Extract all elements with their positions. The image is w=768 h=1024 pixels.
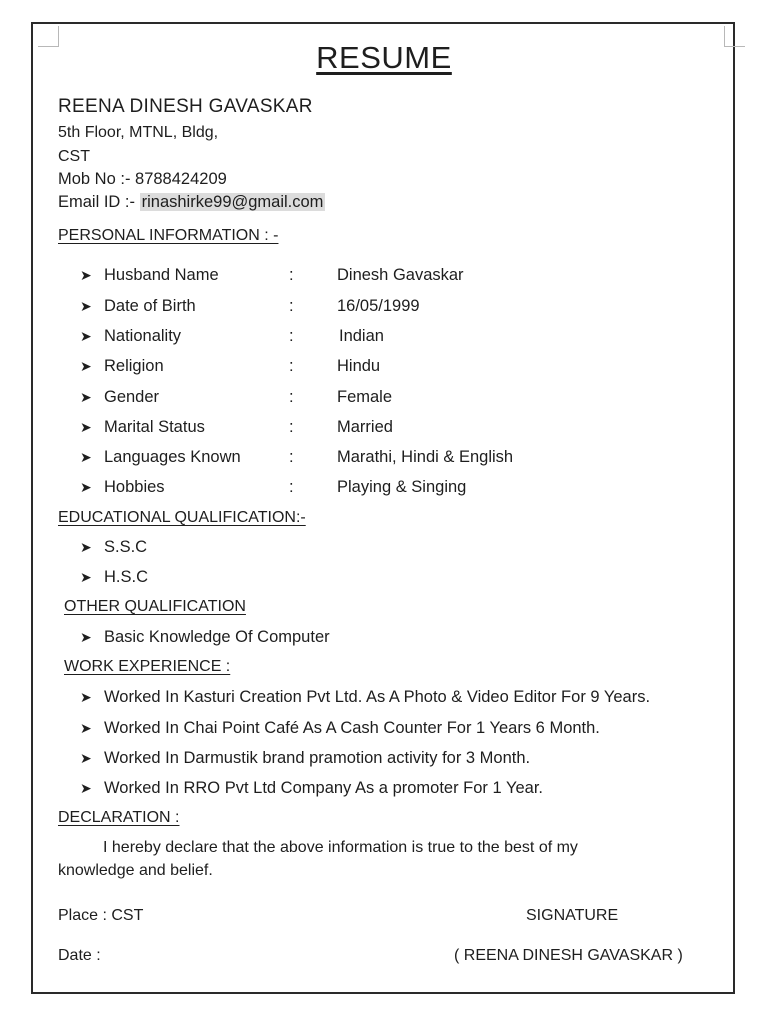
- date-label: Date :: [58, 947, 101, 964]
- place-value: CST: [111, 907, 144, 924]
- arrow-bullet-icon: ➤: [80, 449, 92, 465]
- info-value: Hindu: [337, 357, 381, 375]
- arrow-bullet-icon: ➤: [80, 267, 92, 283]
- info-label: Languages Known: [104, 448, 241, 466]
- email-label: Email ID :-: [58, 193, 136, 211]
- work-experience-heading: WORK EXPERIENCE :: [64, 658, 231, 675]
- arrow-bullet-icon: ➤: [80, 389, 92, 405]
- declaration-heading: DECLARATION :: [58, 809, 180, 826]
- arrow-bullet-icon: ➤: [80, 569, 92, 585]
- education-item-text: H.S.C: [104, 568, 149, 586]
- info-colon: :: [289, 418, 294, 436]
- info-colon: :: [289, 478, 294, 496]
- info-label: Hobbies: [104, 478, 165, 496]
- info-value: 16/05/1999: [337, 297, 420, 315]
- info-label: Gender: [104, 388, 160, 406]
- education-item-text: S.S.C: [104, 538, 148, 556]
- info-colon: :: [289, 297, 294, 315]
- arrow-bullet-icon: ➤: [80, 419, 92, 435]
- mobile-label: Mob No :-: [58, 170, 131, 188]
- other-qualification-heading: OTHER QUALIFICATION: [64, 598, 246, 615]
- info-value: Marathi, Hindi & English: [337, 448, 514, 466]
- email-line: [58, 193, 325, 212]
- info-label: Marital Status: [104, 418, 205, 436]
- address-line-2: CST: [58, 148, 90, 165]
- arrow-bullet-icon: ➤: [80, 539, 92, 555]
- info-value: Indian: [339, 327, 384, 345]
- info-value: Married: [337, 418, 393, 436]
- info-colon: :: [289, 266, 294, 284]
- other-qualification-item-text: Basic Knowledge Of Computer: [104, 628, 330, 646]
- arrow-bullet-icon: ➤: [80, 629, 92, 645]
- place-line: [58, 907, 143, 925]
- info-label: Date of Birth: [104, 297, 196, 315]
- info-value: Playing & Singing: [337, 478, 467, 496]
- info-value: Female: [337, 388, 393, 406]
- candidate-name: REENA DINESH GAVASKAR: [58, 96, 313, 117]
- personal-info-heading: PERSONAL INFORMATION : -: [58, 227, 279, 244]
- resume-title: RESUME: [316, 40, 452, 75]
- work-experience-item-text: Worked In RRO Pvt Ltd Company As a promoter For 1 Year.: [104, 779, 543, 797]
- info-colon: :: [289, 327, 294, 345]
- email-value: rinashirke99@gmail.com: [141, 193, 324, 211]
- info-label: Nationality: [104, 327, 182, 345]
- info-colon: :: [289, 448, 294, 466]
- address-line-1: 5th Floor, MTNL, Bldg,: [58, 124, 219, 141]
- arrow-bullet-icon: ➤: [80, 358, 92, 374]
- info-label: Husband Name: [104, 266, 219, 284]
- mobile-value: 8788424209: [135, 170, 227, 188]
- arrow-bullet-icon: ➤: [80, 750, 92, 766]
- arrow-bullet-icon: ➤: [80, 328, 92, 344]
- arrow-bullet-icon: ➤: [80, 479, 92, 495]
- mobile-line: [58, 170, 227, 189]
- work-experience-item-text: Worked In Darmustik brand pramotion activity for 3 Month.: [104, 749, 531, 767]
- education-heading: EDUCATIONAL QUALIFICATION:-: [58, 509, 306, 526]
- arrow-bullet-icon: ➤: [80, 780, 92, 796]
- info-value: Dinesh Gavaskar: [337, 266, 464, 284]
- work-experience-item-text: Worked In Chai Point Café As A Cash Counter For 1 Years 6 Month.: [104, 719, 600, 737]
- info-colon: :: [289, 388, 294, 406]
- signature-label: SIGNATURE: [526, 907, 619, 924]
- declaration-text: I hereby declare that the above information is true to the best of my knowledge and belief.: [58, 839, 578, 879]
- place-label: Place :: [58, 907, 107, 924]
- arrow-bullet-icon: ➤: [80, 720, 92, 736]
- signature-name: ( REENA DINESH GAVASKAR ): [454, 947, 683, 964]
- arrow-bullet-icon: ➤: [80, 689, 92, 705]
- info-colon: :: [289, 357, 294, 375]
- arrow-bullet-icon: ➤: [80, 298, 92, 314]
- work-experience-item-text: Worked In Kasturi Creation Pvt Ltd. As A Photo & Video Editor For 9 Years.: [104, 688, 651, 706]
- info-label: Religion: [104, 357, 164, 375]
